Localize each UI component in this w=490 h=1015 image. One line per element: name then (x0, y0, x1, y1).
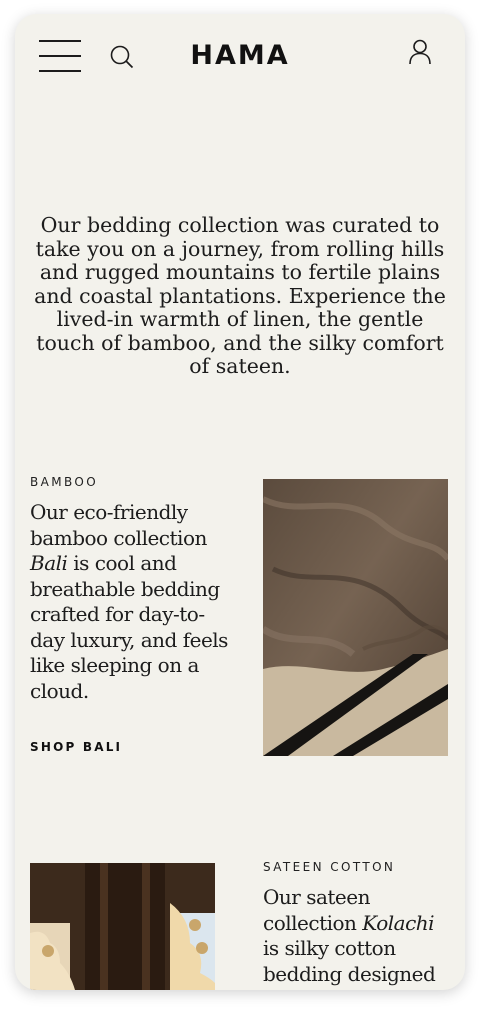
section-tag-bamboo: BAMBOO (30, 475, 99, 489)
shop-bali-link[interactable]: SHOP BALI (30, 740, 123, 754)
bamboo-bedding-image (263, 479, 448, 756)
sateen-architecture-image (30, 863, 215, 990)
search-icon[interactable] (109, 44, 135, 70)
bamboo-text-start: Our eco-friendly bamboo collection (30, 500, 207, 550)
bamboo-collection-name: Bali (30, 551, 68, 575)
sateen-collection-name: Kolachi (362, 910, 435, 935)
sateen-text-end: is silky cotton bedding designed (263, 936, 436, 986)
phone-screen (15, 14, 465, 990)
sateen-text-start: Our sateen collection (263, 885, 370, 935)
section-tag-sateen: SATEEN COTTON (263, 860, 396, 874)
bamboo-text-end: is cool and breathable bedding crafted for day-to-day luxury, and feels like sleeping on a cloud. (30, 551, 228, 703)
user-icon[interactable] (407, 38, 433, 66)
sateen-description (263, 885, 453, 987)
hamburger-icon[interactable] (39, 40, 81, 74)
intro-paragraph: Our bedding collection was curated to take you on a journey, from rolling hills and rugged mountains to fertile plains and coastal plantations. Experience the lived-in warmth of linen, the gentle touch of bamboo, and the silky comfort of sateen. (34, 213, 446, 378)
bamboo-description (30, 500, 235, 704)
brand-logo[interactable]: HAMA (190, 40, 290, 71)
